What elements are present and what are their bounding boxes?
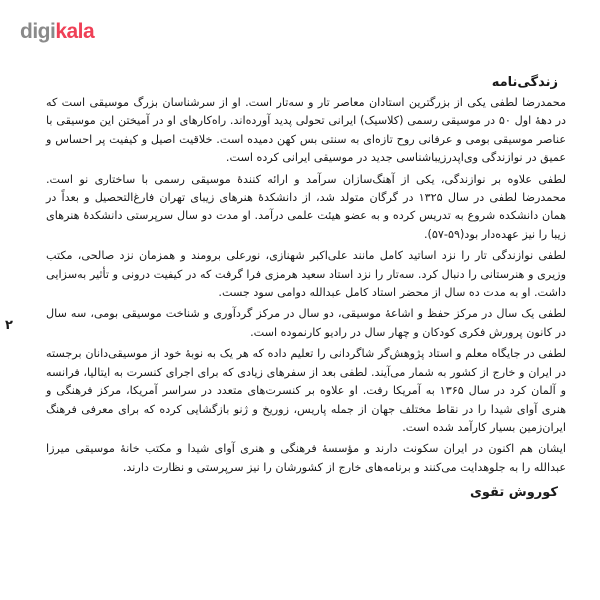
paragraph-5: لطفی در جایگاه معلم و استاد پژوهش‌گر شاگردانی را تعلیم داده که هر یک به نوبهٔ خود از موسیقی‌دانان برجسته در ایران و خارج از کشور به شمار می‌آیند. لطفی بعد از سفرهای زیادی که برای اجرای کنسرت به ایتالیا، فرانسه و آلمان کرد در سال ۱۳۶۵ به آمریکا رفت. او علاوه بر کنسرت‌های متعدد در سراسر آمریکا، مرکز فرهنگی و هنری آوای شیدا را در نقاط مختلف جهان از جمله پاریس، زوریخ و ژنو بازگشایی کرده که برای معرفی فرهنگ ایران‌زمین بسیار کارآمد شده است. [46,347,566,434]
page-number: ۲ [5,318,13,333]
paragraph-4: لطفی یک‌ سال در مرکز حفظ و اشاعهٔ موسیقی، دو سال در مرکز گردآوری و شناخت موسیقی بومی، سه سال در کانون پرورش فکری کودکان و چهار سال در رادیو کارنموده است. [46,307,566,339]
biography-heading: زندگی‌نامه [491,75,558,90]
digikala-logo [20,20,94,44]
logo-part-2: kala [55,20,95,43]
biography-document [46,75,566,500]
logo-part-1: digi [20,20,56,43]
paragraph-1: محمدرضا لطفی یکی از بزرگترین استادان معاصر تار و سه‌تار است. او از سرشناسان بزرگ موسیقی است که در دههٔ اول ۵۰ در موسیقی رسمی (کلاسیک) ایرانی تحولی پدید آورده‌اند. راه‌کارهای او در آمیختن این موسیقی با عناصر موسیقی بومی و عرفانی روح تازه‌ای به سنتی بس کهن دمیده است. خلاقیت اصیل و کیفیت پر احساس و عمیق در نوازندگی وی‌اپدرز‌یباشناسی جدید در موسیقی ایرانی کرده است. [46,96,566,165]
paragraph-6: ایشان هم اکنون در ایران سکونت دارند و مؤسسهٔ فرهنگی و هنری آوای شیدا و مکتب خانهٔ موسیقی میرزا عبدالله را به جلوهدایت می‌کنند و برنامه‌های خارج از کشورشان را نیز سرپرستی و نظارت دارند. [46,442,566,474]
author-signature: کوروش تقوی [469,485,558,501]
paragraph-2: لطفی علاوه بر نوازندگی، یکی از آهنگ‌سازان سرآمد و ارائه کنندهٔ موسیقی رسمی با ساختاری نو است. محمدرضا لطفی در سال ۱۳۲۵ در گرگان متولد شد، از دانشکدهٔ هنرهای زیبای تهران فارغ‌التحصیل و بعداً در همان دانشکده شروع به تدریس کرده و به عضو هیئت علمی درآمد. او مدت دو سال سرپرستی دانشکدهٔ هنرهای زیبا را نیز عهده‌دار بود(۵۹-۵۷). [46,172,566,241]
paragraph-3: لطفی نوازندگی تار را نزد اساتید کامل مانند علی‌اکبر شهنازی، نورعلی برومند و همزمان نزد صالحی، مکتب وزیری و هنرستانی را دنبال کرد. سه‌تار را نزد استاد سعید هرمزی فرا گرفت که در کیفیت درونی و تأثیر به‌سزایی داشت. او به مدت ده سال از محضر استاد کامل عبدالله دوامی سود جست. [46,249,566,300]
